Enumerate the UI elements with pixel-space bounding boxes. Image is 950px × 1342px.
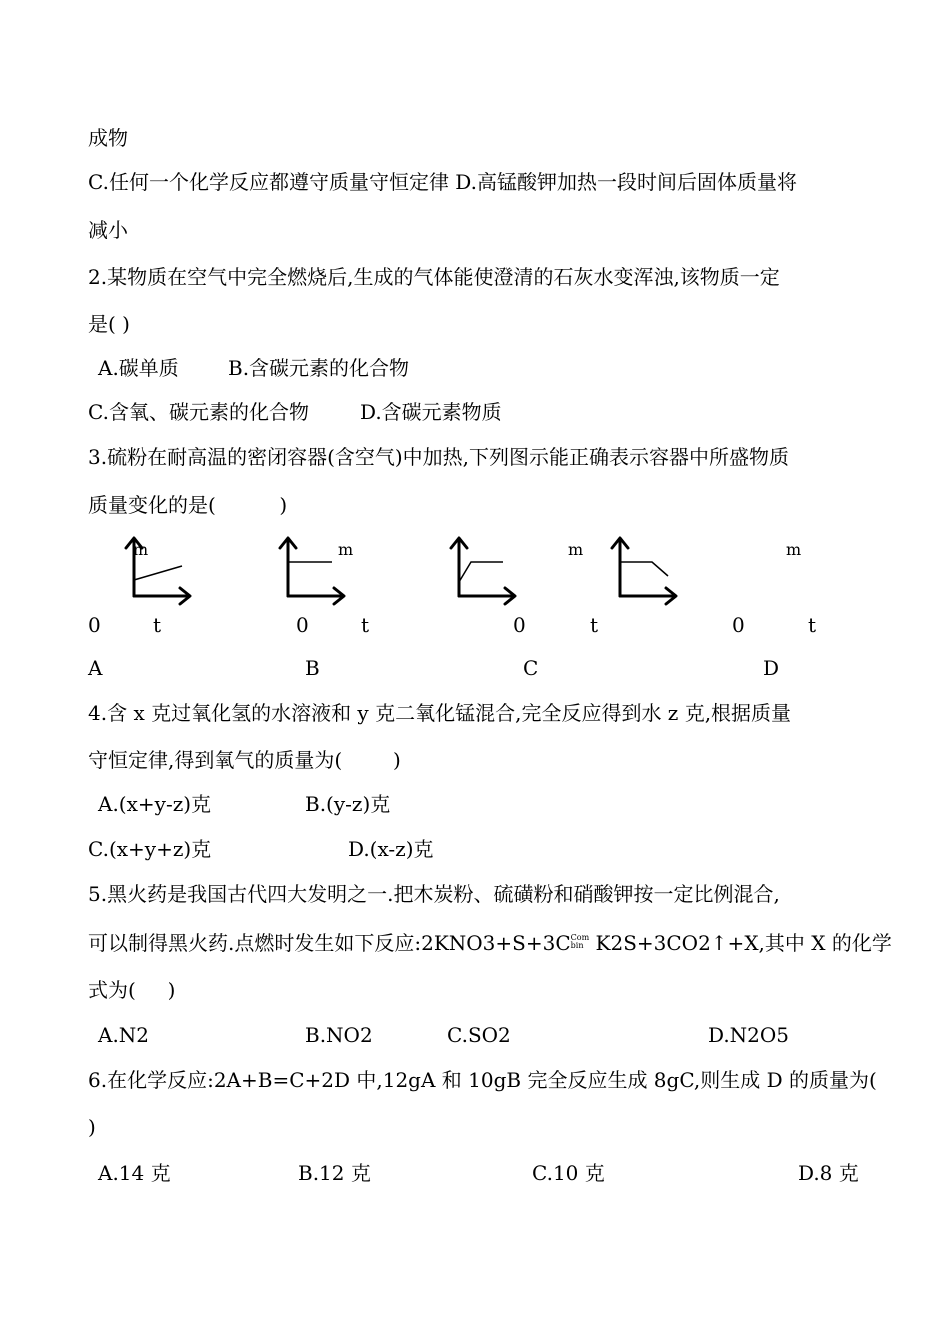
question-6-stem: 6.在化学反应:2A+B=C+2D 中,12gA 和 10gB 完全反应生成 8gC,则生成 D 的质量为( — [88, 1068, 877, 1092]
q4-option-d: D.(x-z)克 — [348, 837, 434, 861]
y-axis-label-m: m — [133, 540, 149, 559]
q6-option-d: D.8 克 — [798, 1161, 859, 1185]
reaction-condition-top: Com — [570, 933, 590, 942]
q2-option-c: C.含氧、碳元素的化合物 — [88, 400, 309, 424]
x-axis-label-t: t — [590, 613, 599, 637]
text-line: 减小 — [88, 218, 128, 242]
reaction-right-side: K2S+3CO2↑+X,其中 X 的化学 — [589, 931, 892, 955]
graph-option-d-label: D — [763, 656, 780, 680]
q5-option-c: C.SO2 — [447, 1023, 511, 1047]
question-4-stem: 4.含 x 克过氧化氢的水溶液和 y 克二氧化锰混合,完全反应得到水 z 克,根据质量 — [88, 701, 792, 725]
question-5-stem: 5.黑火药是我国古代四大发明之一.把木炭粉、硫磺粉和硝酸钾按一定比例混合, — [88, 882, 780, 906]
question-2-stem: 是( ) — [88, 312, 130, 336]
graph-c — [445, 530, 525, 605]
y-axis-label-m: m — [786, 540, 802, 559]
question-3-stem: 质量变化的是( ) — [88, 493, 288, 517]
origin-label: 0 — [732, 613, 745, 637]
reaction-condition — [571, 934, 590, 950]
q6-option-c: C.10 克 — [532, 1161, 605, 1185]
question-2-stem: 2.某物质在空气中完全燃烧后,生成的气体能使澄清的石灰水变浑浊,该物质一定 — [88, 265, 780, 289]
x-axis-label-t: t — [361, 613, 370, 637]
text-line: 成物 — [88, 126, 128, 150]
question-3-stem: 3.硫粉在耐高温的密闭容器(含空气)中加热,下列图示能正确表示容器中所盛物质 — [88, 445, 790, 469]
q2-option-d: D.含碳元素物质 — [360, 400, 502, 424]
x-axis-label-t: t — [808, 613, 817, 637]
y-axis-label-m: m — [568, 540, 584, 559]
origin-label: 0 — [513, 613, 526, 637]
origin-label: 0 — [88, 613, 101, 637]
q2-option-b: B.含碳元素的化合物 — [228, 356, 410, 380]
origin-label: 0 — [296, 613, 309, 637]
x-axis-label-t: t — [153, 613, 162, 637]
question-5-stem — [88, 929, 892, 957]
q4-option-a: A.(x+y-z)克 — [98, 792, 212, 816]
question-4-stem: 守恒定律,得到氧气的质量为( ) — [88, 748, 401, 772]
question-6-stem: ) — [88, 1115, 96, 1139]
graph-a — [120, 530, 200, 605]
text-line: C.任何一个化学反应都遵守质量守恒定律 D.高锰酸钾加热一段时间后固体质量将 — [88, 170, 797, 194]
reaction-condition-bottom: bin — [570, 941, 584, 950]
q5-option-d: D.N2O5 — [708, 1023, 790, 1047]
q2-option-a: A.碳单质 — [98, 356, 179, 380]
q5-option-b: B.NO2 — [305, 1023, 373, 1047]
q4-option-c: C.(x+y+z)克 — [88, 837, 212, 861]
graph-d — [606, 530, 686, 605]
graph-option-b-label: B — [305, 656, 320, 680]
q6-option-b: B.12 克 — [298, 1161, 371, 1185]
q5-option-a: A.N2 — [98, 1023, 150, 1047]
graph-option-a-label: A — [88, 656, 103, 680]
graph-option-c-label: C — [523, 656, 539, 680]
question-5-stem: 式为( ) — [88, 978, 176, 1002]
q4-option-b: B.(y-z)克 — [305, 792, 391, 816]
reaction-left-side: 可以制得黑火药.点燃时发生如下反应:2KNO3+S+3C — [88, 931, 571, 955]
y-axis-label-m: m — [338, 540, 354, 559]
q6-option-a: A.14 克 — [98, 1161, 171, 1185]
